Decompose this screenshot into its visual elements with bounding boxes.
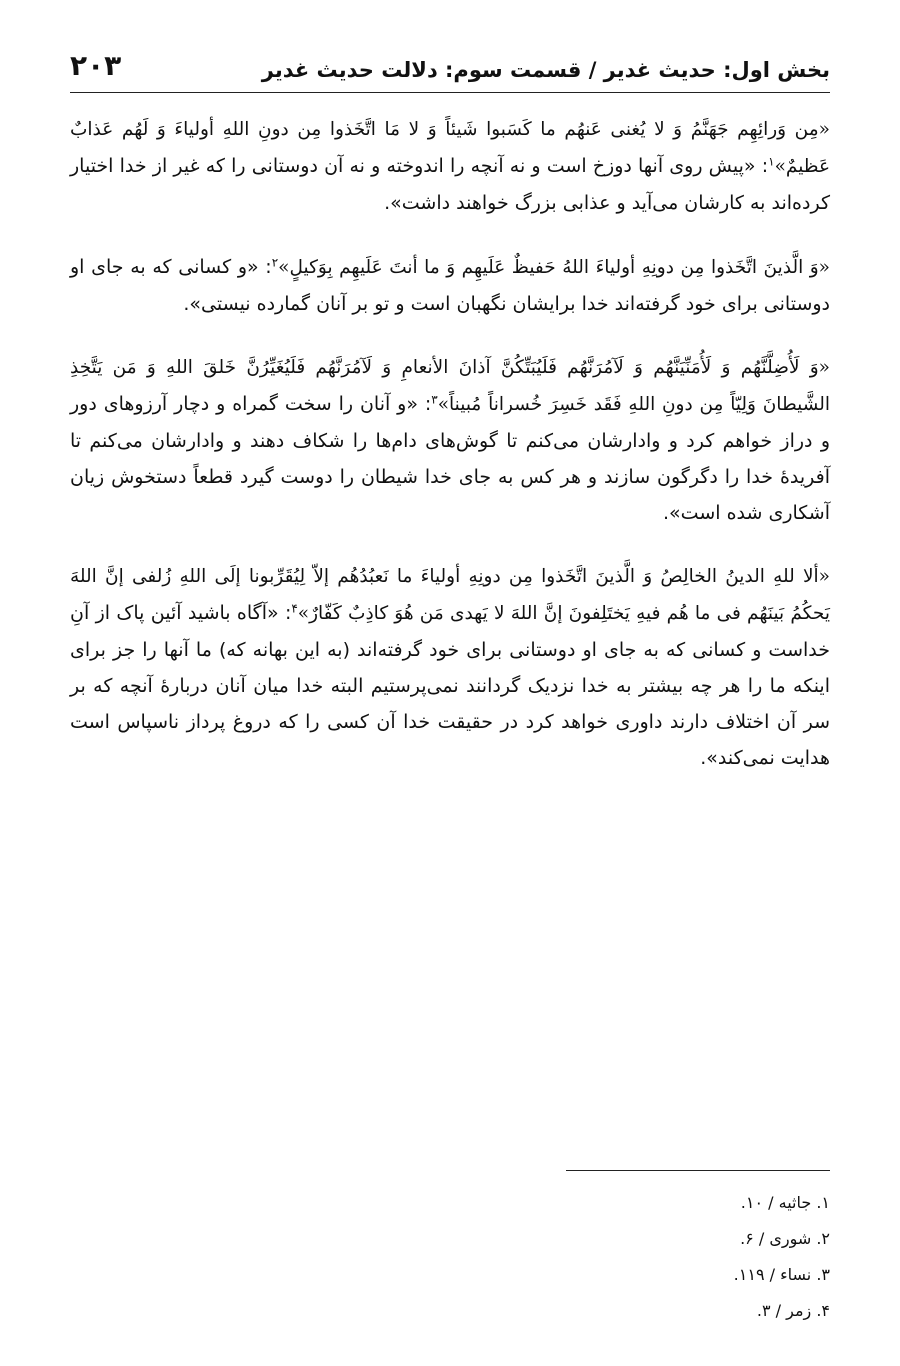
quran-verse: «ألا للهِ الدینُ الخالِصُ وَ الَّذینَ اتَّخَذوا مِن دونِهِ أولیاءَ ما نَعبُدُهُم إلاّ لِیُقَرِّبونا إلَی اللهِ زُلفی إنَّ اللهَ یَحکُمُ بَینَهُم فی ما هُم فیهِ یَختَلِفونَ إنَّ اللهَ لا یَهدی مَن هُوَ کاذِبٌ کَفّارٌ»: [70, 566, 830, 624]
page-number: ۲۰۳: [70, 49, 122, 82]
footnote-item: ۱. جاثیه / ۱۰.: [740, 1193, 830, 1212]
footnote-marker: ۴: [291, 601, 298, 616]
quran-verse: «وَ الَّذینَ اتَّخَذوا مِن دونِهِ أولیاءَ اللهُ حَفیظٌ عَلَیهِم وَ ما أنتَ عَلَیهِم بِوَکیلٍ»: [278, 257, 830, 278]
verse-translation: : «آگاه باشید آئین پاک از آنِ خداست و کسانی که به جای او دوستانی برای خود گرفته‌اند (به این بهانه که) ما آنها را جز برای اینکه ما را هر چه بیشتر به خدا نزدیک گردانند نمی‌پرستیم البته خدا میان آنان دربارهٔ آنچه که بر سر آن اختلاف دارند داوری خواهد کرد در حقیقت خدا آن کسی را که دروغ پرداز ناسپاس است هدایت نمی‌کند».: [70, 602, 830, 769]
verse-translation: : «پیش روی آنها دوزخ است و نه آنچه را اندوخته و نه آن دوستانی را که غیر از خدا اختیار کرده‌اند به کارشان می‌آید و عذابی بزرگ خواهند داشت».: [70, 155, 830, 214]
verse-translation: : «و کسانی که به جای او دوستانی برای خود گرفته‌اند خدا برایشان نگهبان است و تو بر آنان گمارده نیستی».: [70, 256, 830, 315]
body-text: [70, 112, 830, 804]
quran-verse: «مِن وَرائِهِم جَهَنَّمُ وَ لا یُغنی عَنهُم ما کَسَبوا شَیئاً وَ لا مَا اتَّخَذوا مِن دونِ اللهِ أولیاءَ وَ لَهُم عَذابٌ عَظیمٌ»: [70, 119, 830, 177]
paragraph-4: [70, 559, 830, 776]
paragraph-3: [70, 350, 830, 531]
verse-translation: : «و آنان را سخت گمراه و دچار آرزوهای دور و دراز خواهم کرد و وادارشان می‌کنم تا گوش‌های دام‌ها را شکاف دهند و وادارشان می‌کنم تا آفریدهٔ خدا را دگرگون سازند و هر کس به جای خدا شیطان را دوست گیرد قطعاً دستخوش زیان آشکاری شده است».: [70, 393, 830, 524]
footnote-marker: ۱: [768, 154, 775, 169]
footnotes-list: [70, 1185, 830, 1329]
footnote-marker: ۳: [431, 392, 438, 407]
page-header: [70, 30, 830, 93]
footnote-item: ۳. نساء / ۱۱۹.: [733, 1265, 830, 1284]
paragraph-2: [70, 249, 830, 322]
footnote-divider: [566, 1170, 830, 1171]
footnote-marker: ۲: [271, 255, 279, 270]
footnote-item: ۴. زمر / ۳.: [756, 1301, 830, 1320]
running-title: بخش اول: حدیث غدیر / قسمت سوم: دلالت حدیث غدیر: [261, 58, 830, 82]
footnote-item: ۲. شوری / ۶.: [740, 1229, 830, 1248]
paragraph-1: [70, 112, 830, 221]
quran-verse: «وَ لَأُضِلَّنَّهُم وَ لَأُمَنِّیَنَّهُم وَ لَآمُرَنَّهُم فَلَیُبَتِّکُنَّ آذانَ الأنعامِ وَ لَآمُرَنَّهُم فَلَیُغَیِّرُنَّ خَلقَ اللهِ وَ مَن یَتَّخِذِ الشَّیطانَ وَلِیّاً مِن دونِ اللهِ فَقَد خَسِرَ خُسراناً مُبیناً»: [70, 357, 830, 415]
